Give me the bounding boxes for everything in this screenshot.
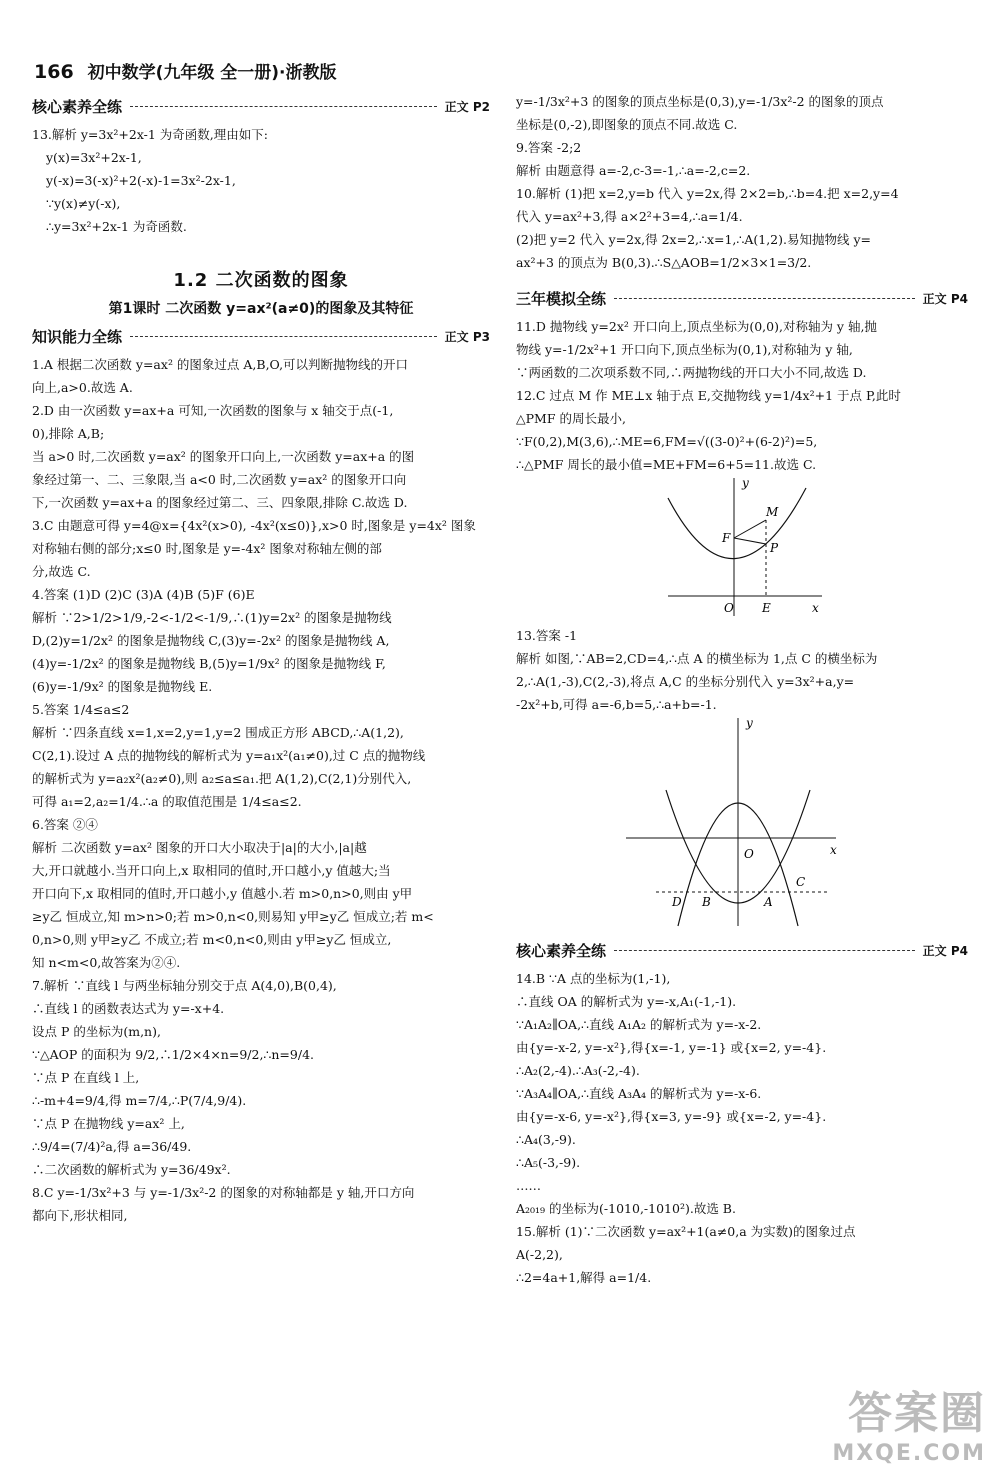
text-line: 11.D 抛物线 y=2x² 开口向上,顶点坐标为(0,0),对称轴为 y 轴,抛 <box>516 319 877 334</box>
label-M: M <box>766 505 779 519</box>
text-line: 0),排除 A,B; <box>32 426 105 441</box>
page-header <box>34 58 337 83</box>
text-line: 13.答案 -1 <box>516 628 578 643</box>
section-title: 三年模拟全练 <box>516 290 607 308</box>
section-ref: 正文 P4 <box>922 944 968 958</box>
lesson-title: 第1课时 二次函数 y=ax²(a≠0)的图象及其特征 <box>108 301 414 317</box>
text-line: 10.解析 (1)把 x=2,y=b 代入 y=2x,得 2×2=b,∴b=4.把 x=2,y=4 <box>516 186 899 201</box>
text-line: 14.B ∵A 点的坐标为(1,-1), <box>516 971 671 986</box>
text-line: 0,n>0,则 y甲≥y乙 不成立;若 m<0,n<0,则由 y甲≥y乙 恒成立, <box>32 932 392 947</box>
text-line: ∴9/4=(7/4)²a,得 a=36/49. <box>32 1139 192 1154</box>
text-line: 象经过第一、二、三象限,当 a<0 时,二次函数 y=ax² 的图象开口向 <box>32 472 407 487</box>
text-line: 解析 由题意得 a=-2,c-3=-1,∴a=-2,c=2. <box>516 163 751 178</box>
text-line: 开口向下,x 取相同的值时,开口越小,y 值越小.若 m>0,n>0,则由 y甲 <box>32 886 413 901</box>
text-line: 由{y=-x-6, y=-x²},得{x=3, y=-9} 或{x=-2, y=-4}. <box>516 1109 827 1124</box>
page-number: 166 <box>34 61 74 83</box>
text-line: ∴2=4a+1,解得 a=1/4. <box>516 1270 652 1285</box>
text-line: △PMF 的周长最小, <box>516 411 626 426</box>
section-ref: 正文 P2 <box>444 100 490 114</box>
text-line: 3.C 由题意可得 y=4@x={4x²(x>0), -4x²(x≤0)},x>0 时,图象是 y=4x² 图象 <box>32 518 476 533</box>
text-line: 坐标是(0,-2),即图象的顶点不同.故选 C. <box>516 117 738 132</box>
text-line: ∵F(0,2),M(3,6),∴ME=6,FM=√((3-0)²+(6-2)²)=5, <box>516 434 818 449</box>
dashed-rule <box>130 106 437 107</box>
text-line: 大,开口就越小.当开口向上,x 取相同的值时,开口越小,y 值越大;当 <box>32 863 391 878</box>
chapter-title: 1.2 二次函数的图象 <box>173 270 349 291</box>
watermark-text: 答案圈 <box>848 1388 986 1439</box>
label-D: D <box>672 895 682 909</box>
text-line: ∵点 P 在直线 l 上, <box>32 1070 140 1085</box>
text-line: A₂₀₁₉ 的坐标为(-1010,-1010²).故选 B. <box>516 1201 736 1216</box>
figure-two-parabolas <box>516 716 968 934</box>
text-line: 15.解析 (1)∵二次函数 y=ax²+1(a≠0,a 为实数)的图象过点 <box>516 1224 856 1239</box>
axis-label-y: y <box>742 476 749 490</box>
text-line: 13.解析 y=3x²+2x-1 为奇函数,理由如下: <box>32 127 268 142</box>
book-title: 初中数学(九年级 全一册)·浙教版 <box>87 63 337 83</box>
text-line: ∵A₃A₄∥OA,∴直线 A₃A₄ 的解析式为 y=-x-6. <box>516 1086 762 1101</box>
text-line: 6.答案 ②④ <box>32 817 98 832</box>
label-A: A <box>764 895 773 909</box>
dashed-rule <box>130 336 437 337</box>
text-line: ≥y乙 恒成立,知 m>n>0;若 m>0,n<0,则易知 y甲≥y乙 恒成立;若 m< <box>32 909 434 924</box>
text-line: 知 n<m<0,故答案为②④. <box>32 955 181 970</box>
text-line: 可得 a₁=2,a₂=1/4.∴a 的取值范围是 1/4≤a≤2. <box>32 794 302 809</box>
label-B: B <box>702 895 711 909</box>
text-line: ∵点 P 在抛物线 y=ax² 上, <box>32 1116 185 1131</box>
label-origin: O <box>724 601 734 615</box>
label-C: C <box>796 875 806 889</box>
text-line: 解析 ∵2>1/2>1/9,-2<-1/2<-1/9,∴(1)y=2x² 的图象是抛物线 <box>32 610 392 625</box>
axis-label-y: y <box>746 716 753 730</box>
watermark-url: MXQE.COM <box>832 1441 986 1466</box>
text-line: ∴二次函数的解析式为 y=36/49x². <box>32 1162 231 1177</box>
section-title: 核心素养全练 <box>516 942 607 960</box>
text-line: 向上,a>0.故选 A. <box>32 380 133 395</box>
text-line: ∵△AOP 的面积为 9/2,∴1/2×4×n=9/2,∴n=9/4. <box>32 1047 314 1062</box>
right-column <box>516 90 968 1289</box>
section-title: 知识能力全练 <box>32 328 123 346</box>
section-core-literacy-1 <box>32 96 490 117</box>
left-column <box>32 90 490 1227</box>
text-line: 12.C 过点 M 作 ME⊥x 轴于点 E,交抛物线 y=1/4x²+1 于点 P,此时 <box>516 388 901 403</box>
label-F: F <box>722 531 731 545</box>
right-mid-answers <box>516 315 968 476</box>
text-line: 由{y=-x-2, y=-x²},得{x=-1, y=-1} 或{x=2, y=-4}. <box>516 1040 827 1055</box>
text-line: C(2,1).设过 A 点的抛物线的解析式为 y=a₁x²(a₁≠0),过 C 点的抛物线 <box>32 748 426 763</box>
text-line: y=-1/3x²+3 的图象的顶点坐标是(0,3),y=-1/3x²-2 的图象的顶点 <box>516 94 884 109</box>
text-line: 的解析式为 y=a₂x²(a₂≠0),则 a₂≤a≤a₁.把 A(1,2),C(2,1)分别代入, <box>32 771 412 786</box>
text-line: 5.答案 1/4≤a≤2 <box>32 702 130 717</box>
text-line: ∵y(x)≠y(-x), <box>46 196 121 211</box>
text-line: ∴-m+4=9/4,得 m=7/4,∴P(7/4,9/4). <box>32 1093 247 1108</box>
text-line: (6)y=-1/9x² 的图象是抛物线 E. <box>32 679 213 694</box>
section-three-year <box>516 288 968 309</box>
text-line: D,(2)y=1/2x² 的图象是抛物线 C,(3)y=-2x² 的图象是抛物线 A, <box>32 633 390 648</box>
label-P: P <box>770 541 779 555</box>
right-bottom-answers <box>516 967 968 1289</box>
left-answers <box>32 353 490 1227</box>
section-title: 核心素养全练 <box>32 98 123 116</box>
text-line: 解析 ∵四条直线 x=1,x=2,y=1,y=2 围成正方形 ABCD,∴A(1,2), <box>32 725 404 740</box>
text-line: 下,一次函数 y=ax+a 的图象经过第二、三、四象限,排除 C.故选 D. <box>32 495 408 510</box>
axis-label-x: x <box>812 601 819 615</box>
text-line: ∴直线 OA 的解析式为 y=-x,A₁(-1,-1). <box>516 994 737 1009</box>
section-ref: 正文 P4 <box>922 292 968 306</box>
text-line: 当 a>0 时,二次函数 y=ax² 的图象开口向上,一次函数 y=ax+a 的图 <box>32 449 415 464</box>
section-core-literacy-2 <box>516 940 968 961</box>
watermark-logo <box>832 1377 986 1466</box>
text-line: (2)把 y=2 代入 y=2x,得 2x=2,∴x=1,∴A(1,2).易知抛物线 y= <box>516 232 871 247</box>
right-top-answers <box>516 90 968 274</box>
text-line: 设点 P 的坐标为(m,n), <box>32 1024 161 1039</box>
text-line: ∵两函数的二次项系数不同,∴两抛物线的开口大小不同,故选 D. <box>516 365 867 380</box>
text-line: 物线 y=-1/2x²+1 开口向下,顶点坐标为(0,1),对称轴为 y 轴, <box>516 342 853 357</box>
text-line: (4)y=-1/2x² 的图象是抛物线 B,(5)y=1/9x² 的图象是抛物线 F, <box>32 656 386 671</box>
text-line: 2.D 由一次函数 y=ax+a 可知,一次函数的图象与 x 轴交于点(-1, <box>32 403 394 418</box>
text-line: 2,∴A(1,-3),C(2,-3),将点 A,C 的坐标分别代入 y=3x²+a,y= <box>516 674 855 689</box>
text-line: -2x²+b,可得 a=-6,b=5,∴a+b=-1. <box>516 697 717 712</box>
text-line: 9.答案 -2;2 <box>516 140 582 155</box>
text-line: 4.答案 (1)D (2)C (3)A (4)B (5)F (6)E <box>32 587 255 602</box>
dashed-rule <box>614 298 915 299</box>
text-line: 解析 二次函数 y=ax² 图象的开口大小取决于|a|的大小,|a|越 <box>32 840 367 855</box>
text-line: A(-2,2), <box>516 1247 563 1262</box>
text-line: y(-x)=3(-x)²+2(-x)-1=3x²-2x-1, <box>46 173 236 188</box>
text-line: ∴y=3x²+2x-1 为奇函数. <box>46 219 187 234</box>
text-line: ax²+3 的顶点为 B(0,3).∴S△AOB=1/2×3×1=3/2. <box>516 255 812 270</box>
text-line: ∴A₂(2,-4).∴A₃(-2,-4). <box>516 1063 640 1078</box>
text-line: 都向下,形状相同, <box>32 1208 128 1223</box>
dashed-rule <box>614 950 915 951</box>
axis-label-x: x <box>830 843 837 857</box>
text-line: y(x)=3x²+2x-1, <box>46 150 142 165</box>
text-line: 7.解析 ∵直线 l 与两坐标轴分别交于点 A(4,0),B(0,4), <box>32 978 337 993</box>
label-E: E <box>762 601 771 615</box>
text-line: ∵A₁A₂∥OA,∴直线 A₁A₂ 的解析式为 y=-x-2. <box>516 1017 762 1032</box>
text-line: 对称轴右侧的部分;x≤0 时,图象是 y=-4x² 图象对称轴左侧的部 <box>32 541 382 556</box>
answer-13 <box>32 123 490 238</box>
answer-13-right <box>516 624 968 716</box>
text-line: 解析 如图,∵AB=2,CD=4,∴点 A 的横坐标为 1,点 C 的横坐标为 <box>516 651 878 666</box>
text-line: 1.A 根据二次函数 y=ax² 的图象过点 A,B,O,可以判断抛物线的开口 <box>32 357 409 372</box>
text-line: 分,故选 C. <box>32 564 91 579</box>
text-line: ∴直线 l 的函数表达式为 y=-x+4. <box>32 1001 225 1016</box>
text-line: ∴A₅(-3,-9). <box>516 1155 581 1170</box>
text-line: 代入 y=ax²+3,得 a×2²+3=4,∴a=1/4. <box>516 209 743 224</box>
figure-parabola-pmf <box>516 476 968 624</box>
label-origin: O <box>744 847 754 861</box>
text-line: ∴△PMF 周长的最小值=ME+FM=6+5=11.故选 C. <box>516 457 817 472</box>
text-line: 8.C y=-1/3x²+3 与 y=-1/3x²-2 的图象的对称轴都是 y 轴,开口方向 <box>32 1185 415 1200</box>
text-line: ∴A₄(3,-9). <box>516 1132 576 1147</box>
text-line: …… <box>516 1178 541 1193</box>
section-knowledge <box>32 326 490 347</box>
section-ref: 正文 P3 <box>444 330 490 344</box>
